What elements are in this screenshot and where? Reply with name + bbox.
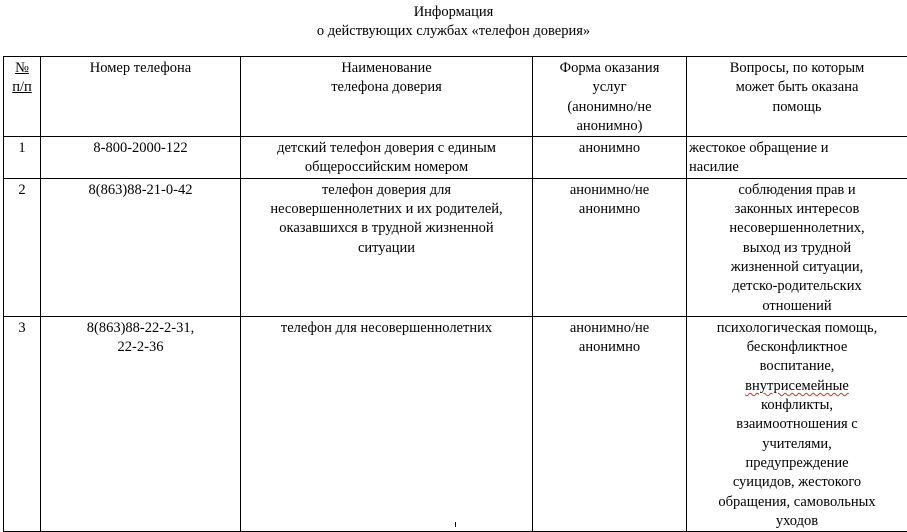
cell-name: детский телефон доверия с единым общероссийским номером [241,137,533,179]
cell-name: телефон для несовершеннолетних [241,316,533,531]
spellcheck-word: внутрисемейные [689,377,905,396]
hotlines-table [3,56,907,532]
document-title [0,3,907,41]
cell-phone: 8(863)88-21-0-42 [41,178,241,316]
title-line-2: о действующих службах «телефон доверия» [0,22,907,41]
cell-num: 3 [4,316,41,531]
table-continuation-mark [455,522,456,527]
cell-form: анонимно/не анонимно [533,178,687,316]
cell-num: 2 [4,178,41,316]
header-name: Наименование телефона доверия [241,57,533,137]
cell-questions: соблюдения прав и законных интересов несовершеннолетних, выход из трудной жизненной ситуации, детско-родительских отношений [687,178,907,316]
header-num: № п/п [4,57,41,137]
title-line-1: Информация [0,3,907,22]
table-row [4,137,907,179]
header-form: Форма оказания услуг (анонимно/не анонимно) [533,57,687,137]
cell-name: телефон доверия для несовершеннолетних и их родителей, оказавшихся в трудной жизненной ситуации [241,178,533,316]
table-row [4,178,907,316]
cell-form: анонимно/не анонимно [533,316,687,531]
header-phone: Номер телефона [41,57,241,137]
table-header-row [4,57,907,137]
cell-num: 1 [4,137,41,179]
cell-phone: 8(863)88-22-2-31, 22-2-36 [41,316,241,531]
cell-form: анонимно [533,137,687,179]
header-questions: Вопросы, по которым может быть оказана помощь [687,57,907,137]
table-row [4,316,907,531]
cell-questions: психологическая помощь, бесконфликтное воспитание, внутрисемейные конфликты, взаимоотношения с учителями, предупреждение суицидов, жестокого обращения, самовольных уходов [687,316,907,531]
cell-phone: 8-800-2000-122 [41,137,241,179]
cell-questions: жестокое обращение и насилие [687,137,907,179]
